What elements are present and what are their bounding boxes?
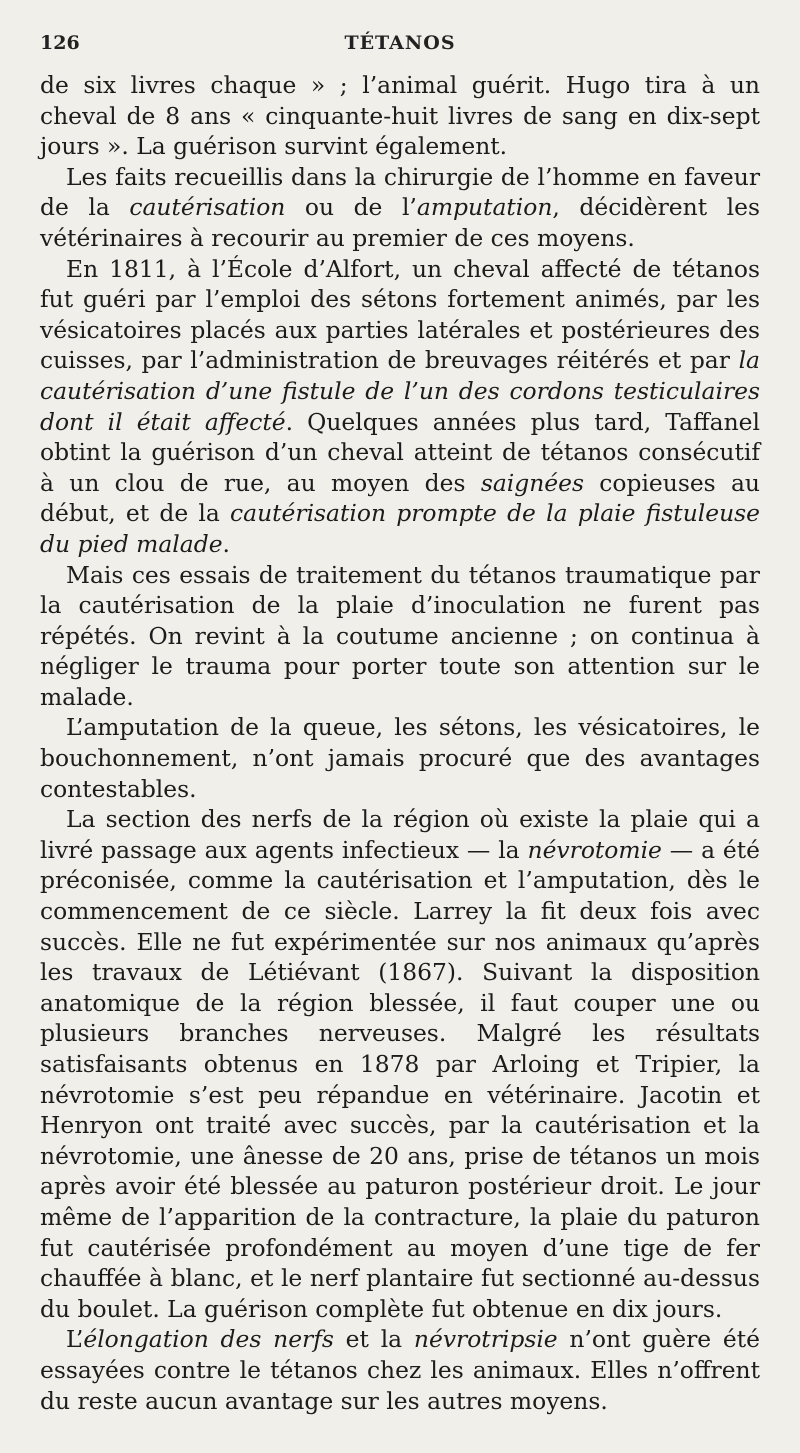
text-run: L’	[66, 1325, 84, 1354]
italic-text: la cautérisation d’une fistule de l’un des cordons testiculaires dont il était affecté	[40, 346, 760, 436]
page-number: 126	[40, 32, 80, 54]
italic-text: amputation	[416, 193, 553, 222]
text-run: En 1811, à l’École d’Alfort, un cheval affecté de tétanos fut guéri par l’emploi des sétons fortement animés, par les vésicatoires placés aux parties latérales et postérieures des cuisses, par l’administration de breuvages réitérés et par	[40, 254, 760, 375]
italic-text: élongation des nerfs	[83, 1325, 334, 1354]
page-header	[40, 32, 760, 62]
paragraph	[40, 804, 760, 1324]
italic-text: névrotomie	[527, 835, 662, 864]
paragraph	[40, 254, 760, 560]
paragraph	[40, 70, 760, 162]
paragraph	[40, 712, 760, 804]
text-run: La section des nerfs de la région où existe la plaie qui a livré passage aux agents infectieux — la	[40, 805, 760, 864]
paragraph	[40, 560, 760, 713]
running-title: TÉTANOS	[344, 32, 456, 54]
text-run: et la	[333, 1325, 414, 1354]
paragraph	[40, 162, 760, 254]
text-run: Mais ces essais de traitement du tétanos traumatique par la cautérisation de la plaie d’inoculation ne furent pas répétés. On revint à la coutume ancienne ; on continua à négliger le trauma pour porter toute son attention sur le malade.	[40, 560, 760, 711]
text-run: . Quelques années plus tard, Taffanel obtint la guérison d’un cheval atteint de tétanos consécutif à un clou de rue, au moyen des	[40, 407, 760, 497]
text-run: n’ont guère été essayées contre le tétanos chez les animaux. Elles n’offrent du reste aucun avantage sur les autres moyens.	[40, 1325, 761, 1415]
italic-text: saignées	[480, 468, 584, 497]
body-text	[40, 70, 760, 1416]
text-run: L’amputation de la queue, les sétons, les vésicatoires, le bouchonnement, n’ont jamais procuré que des avantages contestables.	[40, 713, 760, 803]
italic-text: cautérisation prompte de la plaie fistuleuse du pied malade	[40, 499, 760, 558]
text-run: , décidèrent les vétérinaires à recourir au premier de ces moyens.	[40, 193, 760, 252]
paragraph	[40, 1324, 760, 1416]
text-run: copieuses au début, et de la	[40, 468, 760, 528]
italic-text: névrotripsie	[413, 1325, 558, 1354]
text-run: ou de l’	[285, 193, 417, 222]
text-run: .	[222, 529, 230, 558]
text-run: Les faits recueillis dans la chirurgie de l’homme en faveur de la	[40, 162, 760, 222]
text-run: de six livres chaque » ; l’animal guérit. Hugo tira à un cheval de 8 ans « cinquante-huit livres de sang en dix-sept jours ». La guérison survint également.	[40, 71, 760, 161]
text-run: — a été préconisée, comme la cautérisation et l’amputation, dès le commencement de ce siècle. Larrey la fit deux fois avec succès. Elle ne fut expérimentée sur nos animaux qu’après les travaux de Létiévant (1867). Suivant la disposition anatomique de la région blessée, il faut couper une ou plusieurs branches nerveuses. Malgré les résultats satisfaisants obtenus en 1878 par Arloing et Tripier, la névrotomie s’est peu répandue en vétérinaire. Jacotin et Henryon ont traité avec succès, par la cautérisation et la névrotomie, une ânesse de 20 ans, prise de tétanos un mois après avoir été blessée au paturon postérieur droit. Le jour même de l’apparition de la contracture, la plaie du paturon fut cautérisée profondément au moyen d’une tige de fer chauffée à blanc, et le nerf plantaire fut sectionné au-dessus du boulet. La guérison complète fut obtenue en dix jours.	[40, 835, 760, 1323]
italic-text: cautérisation	[129, 193, 286, 222]
